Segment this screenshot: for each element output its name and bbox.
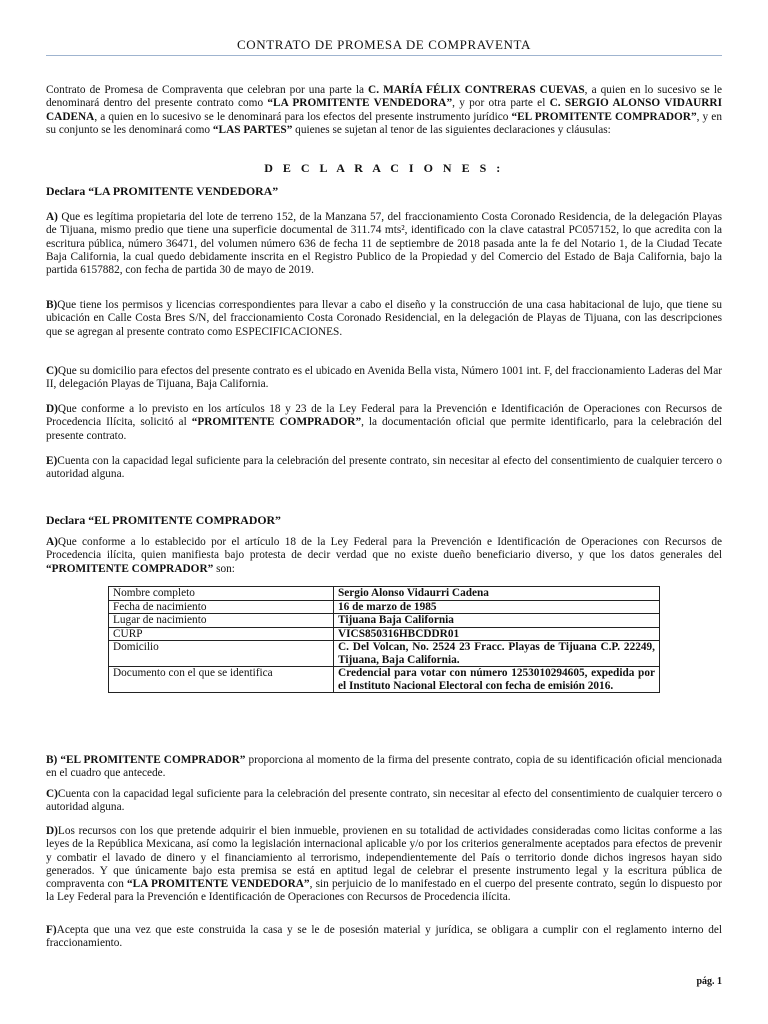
vendedora-clause-c <box>46 365 722 392</box>
vendedora-clause-e <box>46 455 722 482</box>
table-row <box>109 627 660 641</box>
text-run: C. MARÍA FÉLIX CONTRERAS CUEVAS <box>368 84 585 96</box>
text-run: D) <box>46 403 58 415</box>
text-run: D) <box>46 825 58 837</box>
title-divider <box>46 55 722 56</box>
text-run: Cuenta con la capacidad legal suficiente para la celebración del presente contrato, sin necesitar al efecto del consentimiento de cualquier tercero o autoridad alguna. <box>46 788 722 814</box>
text-run: proporciona al momento de la firma del presente contrato, copia de su identificación oficial mencionada en el cuadro que antecede. <box>46 754 723 780</box>
text-run: Acepta que una vez que este construida la casa y se le de posesión material y jurídica, se obligara a cumplir con el reglamento interno del fraccionamiento. <box>46 924 722 950</box>
row-label: Domicilio <box>109 641 334 667</box>
text-run: son: <box>213 562 235 575</box>
text-run: Cuenta con la capacidad legal suficiente para la celebración del presente contrato, sin necesitar al efecto del consentimiento de cualquier tercero o autoridad alguna. <box>46 455 722 481</box>
vendedora-clause-b <box>46 299 722 339</box>
text-run: “PROMITENTE COMPRADOR” <box>191 416 362 429</box>
text-run: C. SERGIO ALONSO VIDAURRI CADENA <box>46 97 722 123</box>
text-run: B) <box>46 754 61 766</box>
text-run: C) <box>46 788 58 800</box>
text-run: E) <box>46 455 58 467</box>
row-value: C. Del Volcan, No. 2524 23 Fracc. Playas de Tijuana C.P. 22249, Tijuana, Baja California. <box>334 641 660 667</box>
declaraciones-heading: D E C L A R A C I O N E S : <box>264 161 504 175</box>
text-run: Que conforme a lo previsto en los artículos 18 y 23 de la Ley Federal para la Prevención e Identificación de Operaciones con Recursos de Procedencia Ilícita, solicitó al <box>46 403 722 429</box>
text-run: Que su domicilio para efectos del presente contrato es el ubicado en Avenida Bella vista, Número 1001 int. F, del fraccionamiento Laderas del Mar II, delegación Playas de Tijuana, Baja California. <box>46 365 722 391</box>
text-run: Que tiene los permisos y licencias correspondientes para llevar a cabo el diseño y la construcción de una casa habitacional de lujo, que tiene su ubicación en Calle Costa Bres S/N, del fraccionamiento Costa Coronado Residencial, en la delegación de Playas de Tijuana, con las descripciones que se agregan al presente contrato como ESPECIFICACIONES. <box>46 299 722 338</box>
vendedora-heading: Declara “LA PROMITENTE VENDEDORA” <box>46 184 279 198</box>
row-value: VICS850316HBCDDR01 <box>334 627 660 641</box>
text-run: “PROMITENTE COMPRADOR” <box>46 562 214 575</box>
text-run: C) <box>46 365 58 377</box>
row-label: CURP <box>109 627 334 641</box>
comprador-heading: Declara “EL PROMITENTE COMPRADOR” <box>46 513 281 527</box>
table-row <box>109 614 660 628</box>
text-run: , sin perjuicio de lo manifestado en el cuerpo del presente contrato, según lo dispuesto por la Ley Federal para la Prevención e Identificación de Operaciones con Recursos de Procedencia ilícita. <box>46 878 722 904</box>
intro-paragraph <box>46 84 722 137</box>
comprador-clause-d <box>46 825 722 905</box>
row-label: Fecha de nacimiento <box>109 600 334 614</box>
row-label: Nombre completo <box>109 587 334 601</box>
text-run: “LA PROMITENTE VENDEDORA” <box>267 97 453 110</box>
row-label: Lugar de nacimiento <box>109 614 334 628</box>
text-run: quienes se sujetan al tenor de las siguientes declaraciones y cláusulas: <box>292 123 611 136</box>
comprador-clause-b <box>46 754 722 781</box>
text-run: , y por otra parte el <box>452 97 550 110</box>
text-run: , a quien en lo sucesivo se le denominará para los efectos del presente instrumento jurídico <box>94 110 512 123</box>
text-run: “EL PROMITENTE COMPRADOR” <box>511 110 697 123</box>
text-run: F) <box>46 924 57 936</box>
row-label: Documento con el que se identifica <box>109 667 334 693</box>
comprador-clause-a <box>46 536 722 576</box>
text-run: , la documentación oficial que permite identificarlo, para la celebración del presente contrato. <box>46 416 722 442</box>
text-run: Que es legítima propietaria del lote de terreno 152, de la Manzana 57, del fraccionamiento Costa Coronado Residencia, de la delegación Playas de Tijuana, mismo predio que tiene una superficie documental de 311.74 mts², identificado con la clave catastral PC057152, lo que acredita con la escritura pública, número 36471, del volumen número 636 de fecha 11 de septiembre de 2018 pasada ante la fe del Notario 1, de la Ciudad Tecate Baja California, la cual quedo debidamente inscrita en el Registro Publico de la Propiedad y del Comercio del Estado de Baja California, bajo la partida 6157882, con fecha de partida 30 de mayo de 2019. <box>46 211 722 277</box>
vendedora-clause-a <box>46 211 722 277</box>
comprador-clause-f <box>46 924 722 951</box>
page-number: pág. 1 <box>696 976 722 987</box>
table-row <box>109 641 660 667</box>
text-run: A) <box>46 211 58 223</box>
buyer-data-table <box>108 586 660 693</box>
text-run: B) <box>46 299 58 311</box>
text-run: Contrato de Promesa de Compraventa que celebran por una parte la <box>46 84 369 96</box>
table-row <box>109 600 660 614</box>
text-run: “LAS PARTES” <box>212 123 293 136</box>
table-row <box>109 667 660 693</box>
text-run: A) <box>46 536 58 548</box>
row-value: 16 de marzo de 1985 <box>334 600 660 614</box>
row-value: Sergio Alonso Vidaurri Cadena <box>334 587 660 601</box>
table-row <box>109 587 660 601</box>
vendedora-clause-d <box>46 403 722 443</box>
text-run: Que conforme a lo establecido por el artículo 18 de la Ley Federal para la Prevención e Identificación de Operaciones con Recursos de Procedencia ilícita, quien manifiesta bajo protesta de decir verdad que no existe dueño beneficiario diverso, y que los datos generales del <box>46 536 722 562</box>
text-run: Los recursos con los que pretende adquirir el bien inmueble, provienen en su totalidad de actividades consideradas como licitas conforme a las leyes de la República Mexicana, así como la legislación internacional aplicable y/o por los criterios generalmente aceptados para efectos de prevenir y combatir el lavado de dinero y el financiamiento al terrorismo, independientemente del País o territorio donde dichos ingresos hayan sido generados. Y que únicamente bajo esta premisa se está en aptitud legal de celebrar el presente instrumento legal y la escritura pública de compraventa con <box>46 825 722 891</box>
page-title: CONTRATO DE PROMESA DE COMPRAVENTA <box>236 37 532 52</box>
comprador-clause-c <box>46 788 722 815</box>
text-run: “LA PROMITENTE VENDEDORA” <box>127 878 310 891</box>
text-run: “EL PROMITENTE COMPRADOR” <box>60 754 246 766</box>
row-value: Tijuana Baja California <box>334 614 660 628</box>
text-run: , a quien en lo sucesivo se le denominará dentro del presente contrato como <box>46 84 723 110</box>
text-run: , y en su conjunto se les denominará como <box>46 110 722 136</box>
row-value: Credencial para votar con número 1253010294605, expedida por el Instituto Nacional Electoral con fecha de emisión 2016. <box>334 667 660 693</box>
